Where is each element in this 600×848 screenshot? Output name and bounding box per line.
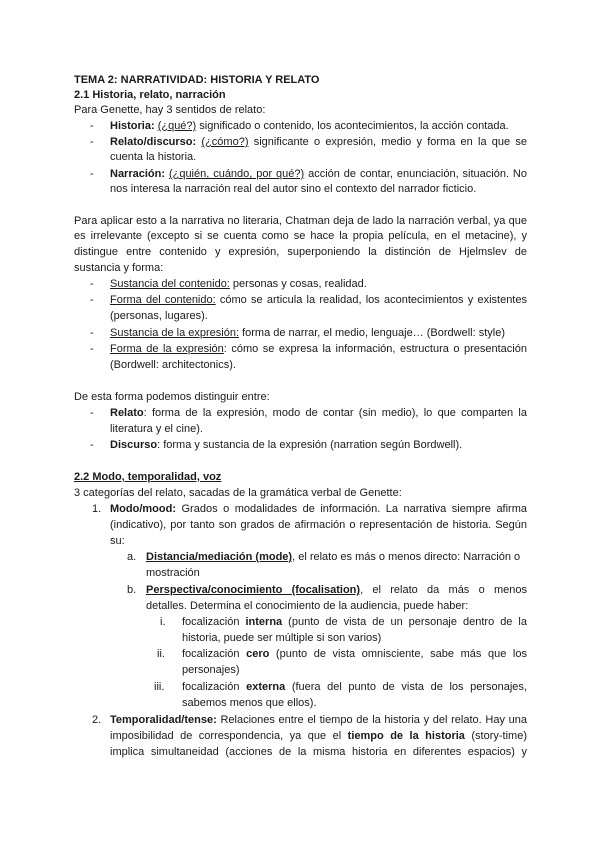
list-item-sustancia-contenido: Sustancia del contenido: personas y cosas, realidad. bbox=[110, 278, 367, 290]
list-letter: b. bbox=[127, 584, 137, 596]
list-item-focalizacion-interna: focalización interna (punto de vista de un personaje dentro de la bbox=[182, 616, 527, 628]
list-item-historia: Historia: (¿qué?) significado o contenido, los acontecimientos, la acción contada. bbox=[110, 120, 509, 132]
list-item-discurso: Discurso: forma y sustancia de la expresión (narration según Bordwell). bbox=[110, 439, 463, 451]
intro-text: 3 categorías del relato, sacadas de la gramática verbal de Genette: bbox=[74, 487, 402, 499]
list-item-distancia: Distancia/mediación (mode), el relato es más o menos directo: Narración o bbox=[146, 551, 521, 563]
paragraph-line: Para aplicar esto a la narrativa no literaria, Chatman deja de lado la narración verbal, ya que bbox=[74, 215, 527, 227]
list-item-forma-expresion: Forma de la expresión: cómo se expresa la información, estructura o presentación bbox=[110, 343, 527, 355]
list-item-text: cuenta la historia. bbox=[110, 151, 197, 163]
list-roman: iii. bbox=[154, 681, 165, 693]
bullet-dash: - bbox=[90, 407, 94, 419]
bullet-dash: - bbox=[90, 343, 94, 355]
section-heading-2-1: 2.1 Historia, relato, narración bbox=[74, 89, 226, 101]
list-item-relato-discurso: Relato/discurso: (¿cómo?) significante o expresión, medio y forma en la que se bbox=[110, 136, 527, 148]
list-item-text: sabemos menos que ellos). bbox=[182, 697, 317, 709]
paragraph-line: es irrelevante (excepto si se cuenta como se hace la propia película, en el metacine), y bbox=[74, 230, 527, 242]
list-item-text: nos interesa la narración real del autor sino el contexto del narrador ficticio. bbox=[110, 183, 477, 195]
section-heading-2-2: 2.2 Modo, temporalidad, voz bbox=[74, 471, 222, 483]
list-item-focalizacion-externa: focalización externa (fuera del punto de vista de los personajes, bbox=[182, 681, 527, 693]
list-item-text: personajes) bbox=[182, 664, 240, 676]
list-item-text: (indicativo), por tanto son grados de afirmación o representación de historia. Según bbox=[110, 519, 527, 531]
list-item-perspectiva: Perspectiva/conocimiento (focalisation), el relato da más o menos bbox=[146, 584, 527, 596]
list-item-modo: Modo/mood: Grados o modalidades de información. La narrativa siempre afirma bbox=[110, 503, 527, 515]
list-item-text: mostración bbox=[146, 567, 200, 579]
bullet-dash: - bbox=[90, 168, 94, 180]
paragraph-line: sustancia y forma: bbox=[74, 262, 164, 274]
list-item-text: implica simultaneidad (acciones de la misma historia en diferentes espacios) y bbox=[110, 746, 527, 758]
bullet-dash: - bbox=[90, 439, 94, 451]
bullet-dash: - bbox=[90, 278, 94, 290]
bullet-dash: - bbox=[90, 120, 94, 132]
list-item-text: su: bbox=[110, 535, 125, 547]
list-item-temporalidad: Temporalidad/tense: Relaciones entre el tiempo de la historia y del relato. Hay una bbox=[110, 714, 527, 726]
paragraph-line: distingue entre contenido y expresión, superponiendo la distinción de Hjelmslev de bbox=[74, 246, 527, 258]
list-item-text: detalles. Determina el conocimiento de la audiencia, puede haber: bbox=[146, 600, 469, 612]
list-number: 1. bbox=[92, 503, 102, 515]
list-roman: i. bbox=[160, 616, 166, 628]
bullet-dash: - bbox=[90, 294, 94, 306]
bullet-dash: - bbox=[90, 136, 94, 148]
list-item-text: (Bordwell: architectonics). bbox=[110, 359, 236, 371]
list-item-relato: Relato: forma de la expresión, modo de contar (sin medio), lo que comparten la bbox=[110, 407, 527, 419]
intro-text: Para Genette, hay 3 sentidos de relato: bbox=[74, 104, 266, 116]
list-item-narracion: Narración: (¿quién, cuándo, por qué?) acción de contar, enunciación, situación. No bbox=[110, 168, 527, 180]
list-letter: a. bbox=[127, 551, 137, 563]
list-item-forma-contenido: Forma del contenido: cómo se articula la realidad, los acontecimientos y existentes bbox=[110, 294, 527, 306]
list-item-text: imposibilidad de correspondencia, ya que el tiempo de la historia (story-time) bbox=[110, 730, 527, 742]
list-item-focalizacion-cero: focalización cero (punto de vista omnisciente, sabe más que los bbox=[182, 648, 527, 660]
list-item-text: literatura y el cine). bbox=[110, 423, 203, 435]
list-roman: ii. bbox=[157, 648, 165, 660]
list-item-text: (personas, lugares). bbox=[110, 310, 208, 322]
list-item-sustancia-expresion: Sustancia de la expresión: forma de narrar, el medio, lenguaje… (Bordwell: style) bbox=[110, 327, 505, 339]
paragraph-line: De esta forma podemos distinguir entre: bbox=[74, 391, 270, 403]
bullet-dash: - bbox=[90, 327, 94, 339]
document-title: TEMA 2: NARRATIVIDAD: HISTORIA Y RELATO bbox=[74, 74, 320, 86]
list-number: 2. bbox=[92, 714, 102, 726]
list-item-text: historia, puede ser múltiple si son varios) bbox=[182, 632, 382, 644]
